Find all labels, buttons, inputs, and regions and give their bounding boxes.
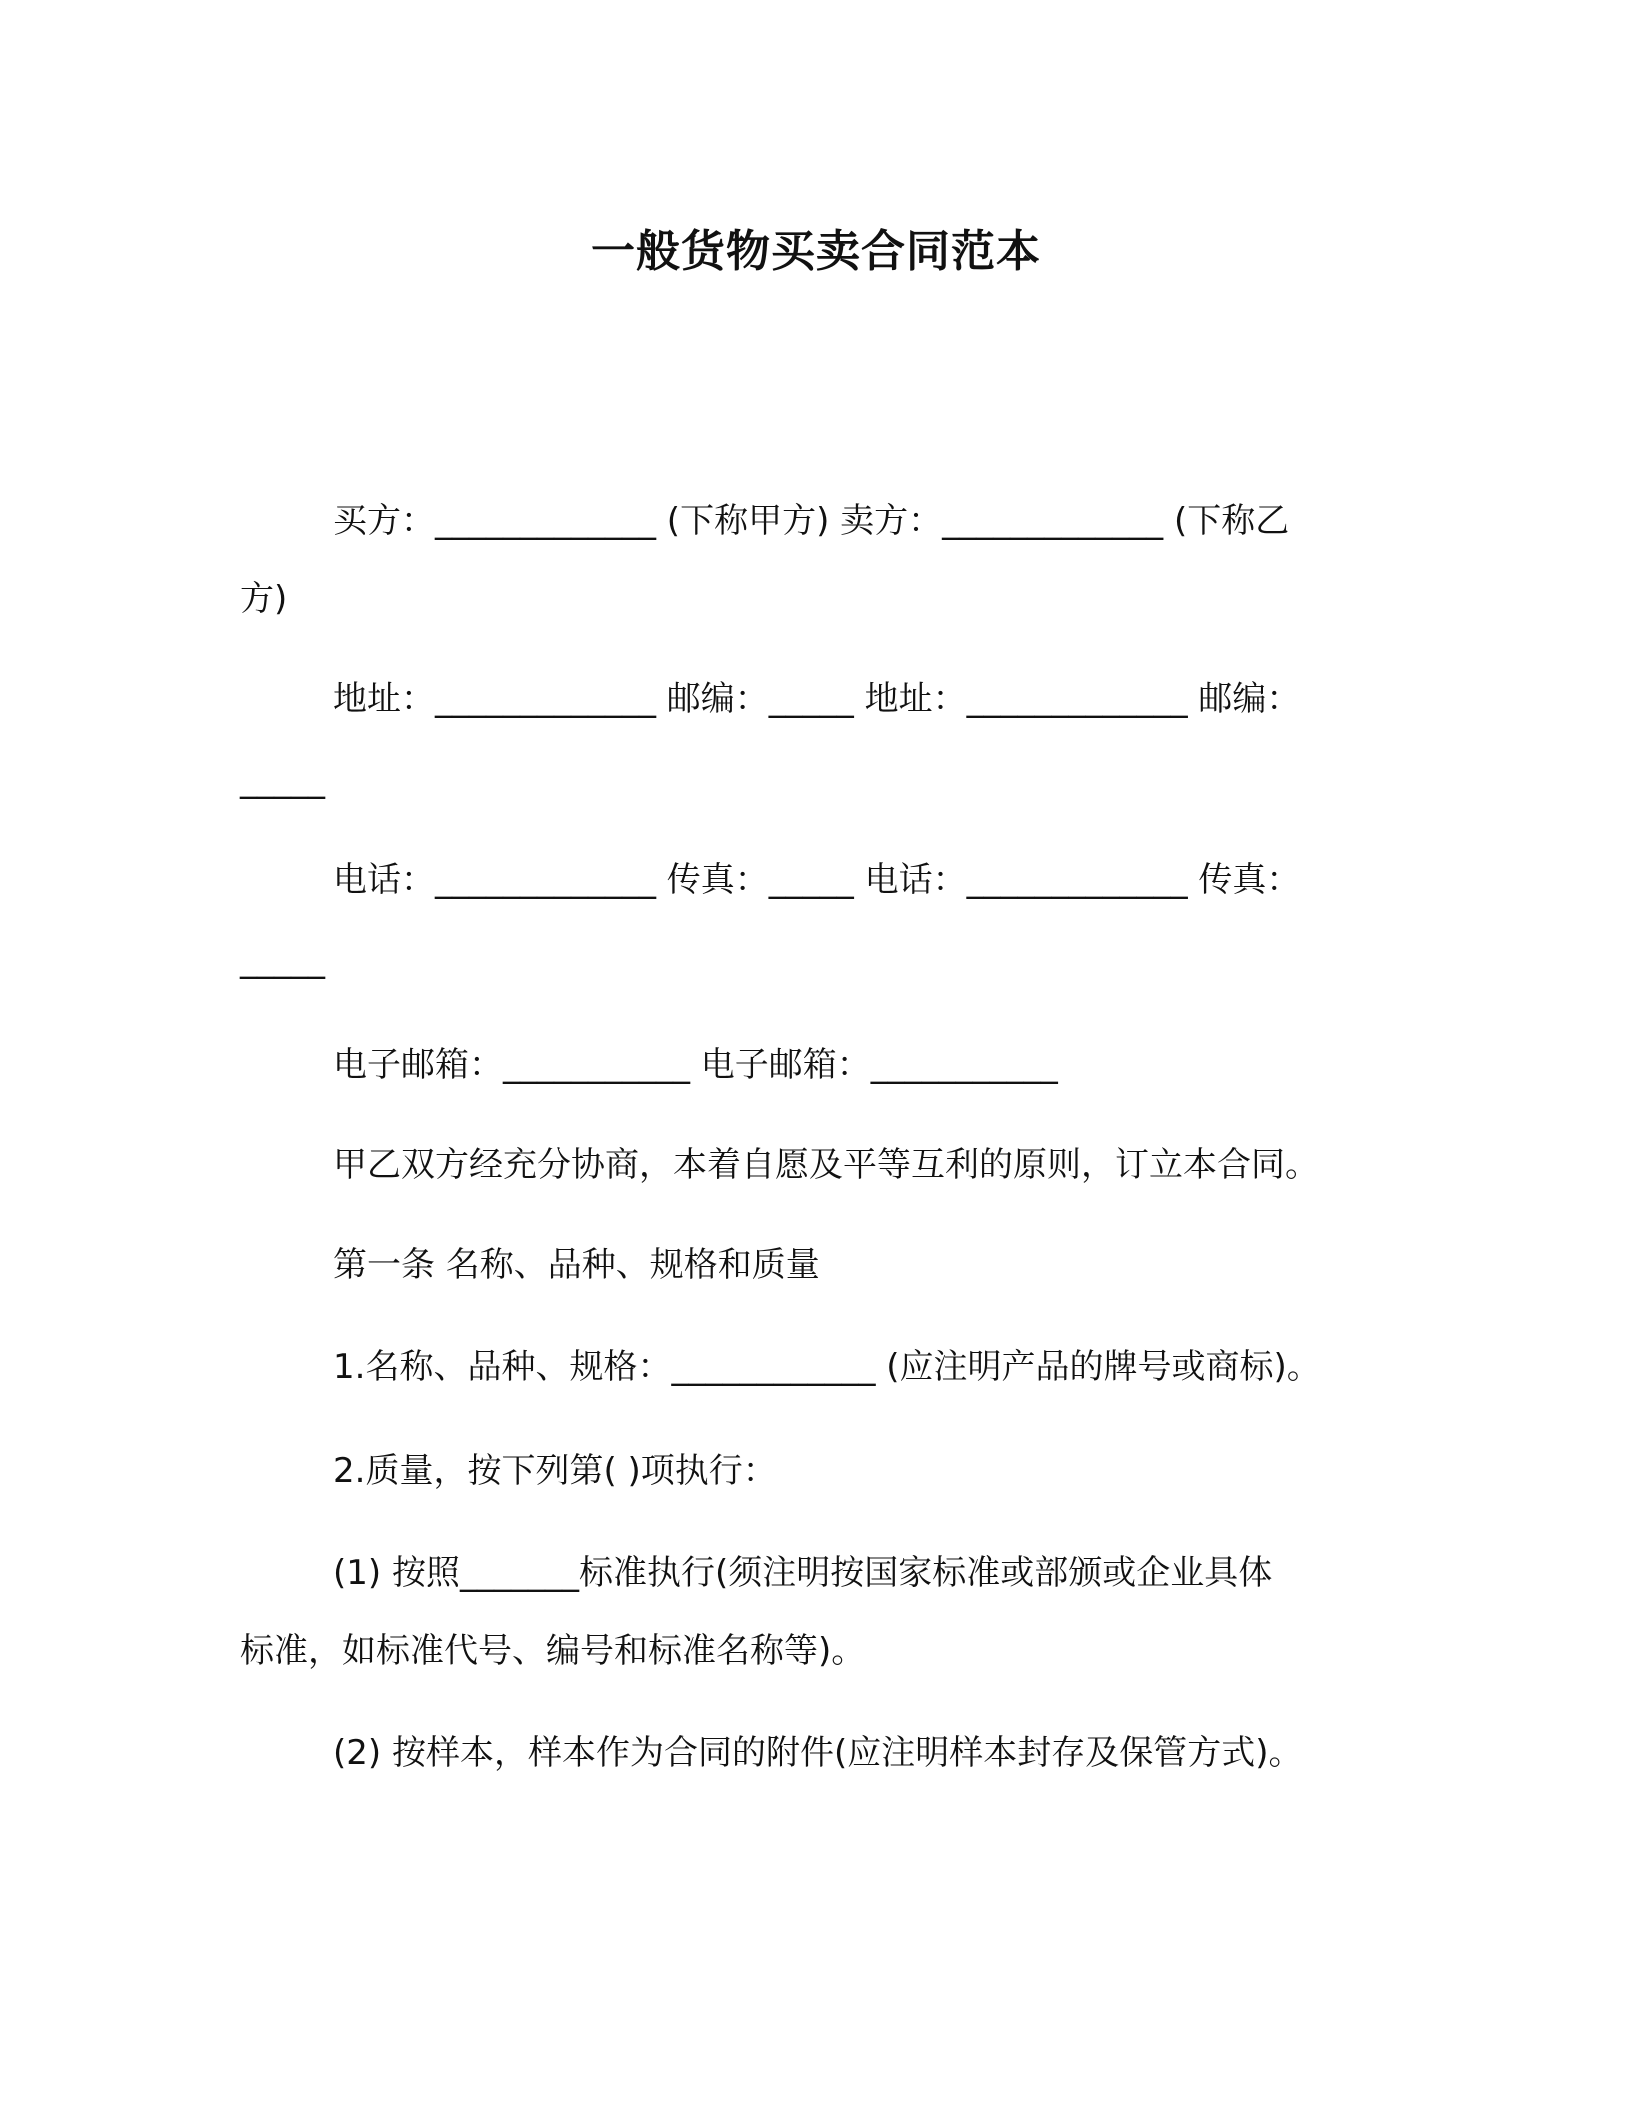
buyer-seller-line: 买方：_____________ (下称甲方) 卖方：_____________ (下称乙: [333, 501, 1290, 541]
email-line: 电子邮箱：___________ 电子邮箱：___________: [333, 1045, 1058, 1085]
clause-2-quality: 2.质量，按下列第( )项执行：: [333, 1451, 777, 1491]
article-one-heading: 第一条 名称、品种、规格和质量: [333, 1245, 820, 1285]
document-title: 一般货物买卖合同范本: [591, 226, 1041, 277]
quality-option-1: (1) 按照_______标准执行(须注明按国家标准或部颁或企业具体: [333, 1553, 1273, 1593]
buyer-seller-line-cont: 方): [240, 579, 288, 619]
preamble-paragraph: 甲乙双方经充分协商，本着自愿及平等互利的原则，订立本合同。: [333, 1145, 1319, 1185]
phone-fax-line: 电话：_____________ 传真：_____ 电话：_____________ 传真：: [333, 860, 1301, 900]
address-postcode-line: 地址：_____________ 邮编：_____ 地址：_____________ 邮编：: [333, 679, 1301, 719]
phone-fax-line-cont: _____: [240, 940, 325, 980]
clause-1-name-spec: 1.名称、品种、规格：____________ (应注明产品的牌号或商标)。: [333, 1347, 1321, 1387]
quality-option-1-cont: 标准，如标准代号、编号和标准名称等)。: [240, 1631, 866, 1671]
address-postcode-line-cont: _____: [240, 760, 325, 800]
quality-option-2: (2) 按样本，样本作为合同的附件(应注明样本封存及保管方式)。: [333, 1733, 1303, 1773]
